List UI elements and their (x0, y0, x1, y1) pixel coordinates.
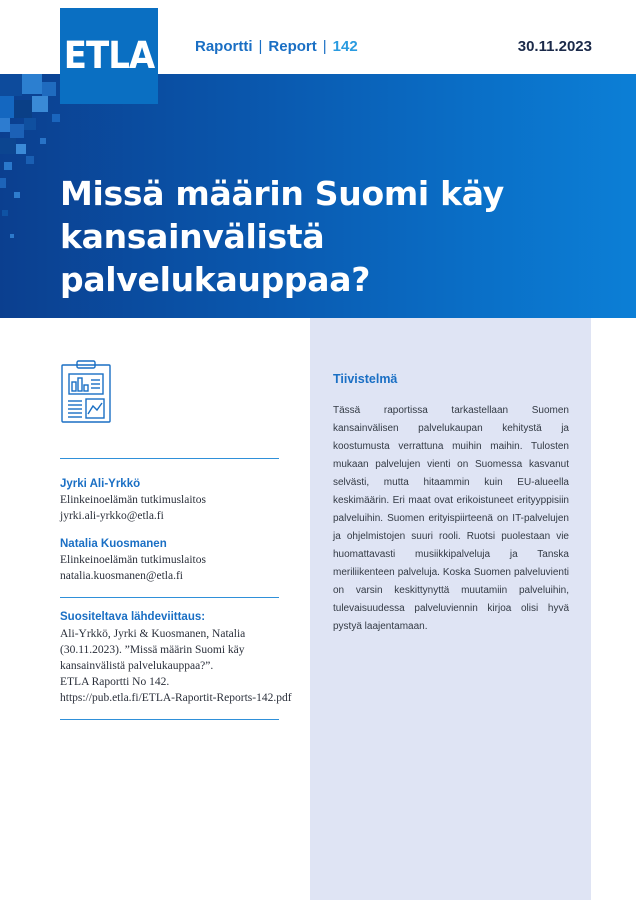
citation-heading: Suositeltava lähdeviittaus: (60, 611, 206, 623)
series-separator: | (258, 38, 263, 55)
author-name: Natalia Kuosmanen (60, 538, 167, 550)
summary-box (310, 318, 591, 900)
title-line-1: Missä määrin Suomi käy (60, 174, 504, 213)
series-separator: | (322, 38, 327, 55)
logo-text: ETLA (63, 34, 155, 78)
citation-line: (30.11.2023). ”Missä määrin Suomi käy (60, 644, 245, 656)
series-report: Report (268, 38, 317, 55)
summary-text: Tässä raportissa tarkastellaan Suomen kansainvälisen palvelukaupan kehitystä ja koostumusta verrattuna muihin maihin. Tulosten mukaan palvelujen vienti on Suomessa kasvanut selvästi, mutta hitaammin kuin EU-alueella keskimäärin. Eri maat ovat erikoistuneet erityyppisiin palveluihin. Suomen erityispiirteenä on IT-palvelujen ja ohjelmistojen suuri rooli. Ruotsi puolestaan vie huomattavasti musiikkipalveluja ja Tanska meriliikenteen palveluja. Koska Suomen palveluvienti on varsin keskittynyttä muutamiin palveluihin, tulevaisuudessa palveluviennin kirjoa olisi hyvä pystyä laajentamaan. (333, 405, 569, 632)
author-email: jyrki.ali-yrkko@etla.fi (60, 510, 164, 522)
author-name: Jyrki Ali-Yrkkö (60, 478, 141, 490)
series-label (195, 38, 358, 55)
report-title (60, 172, 620, 301)
clipboard-chart-icon (60, 360, 112, 424)
author-affiliation: Elinkeinoelämän tutkimuslaitos (60, 554, 206, 566)
author-email: natalia.kuosmanen@etla.fi (60, 570, 183, 582)
series-raportti: Raportti (195, 38, 253, 55)
publication-date: 30.11.2023 (517, 38, 592, 55)
divider (60, 719, 279, 720)
title-line-2: kansainvälistä palvelukauppaa? (60, 217, 371, 299)
divider (60, 597, 279, 598)
citation-line: Ali-Yrkkö, Jyrki & Kuosmanen, Natalia (60, 628, 246, 640)
title-banner (0, 74, 636, 318)
etla-logo (60, 8, 158, 104)
summary-heading: Tiivistelmä (333, 372, 398, 386)
author-affiliation: Elinkeinoelämän tutkimuslaitos (60, 494, 206, 506)
citation-line: kansainvälistä palvelukauppaa?”. (60, 660, 214, 672)
series-number: 142 (332, 38, 358, 55)
citation-line: ETLA Raportti No 142. (60, 676, 170, 688)
citation-url[interactable]: https://pub.etla.fi/ETLA-Raportit-Reports-142.pdf (60, 692, 292, 704)
divider (60, 458, 279, 459)
